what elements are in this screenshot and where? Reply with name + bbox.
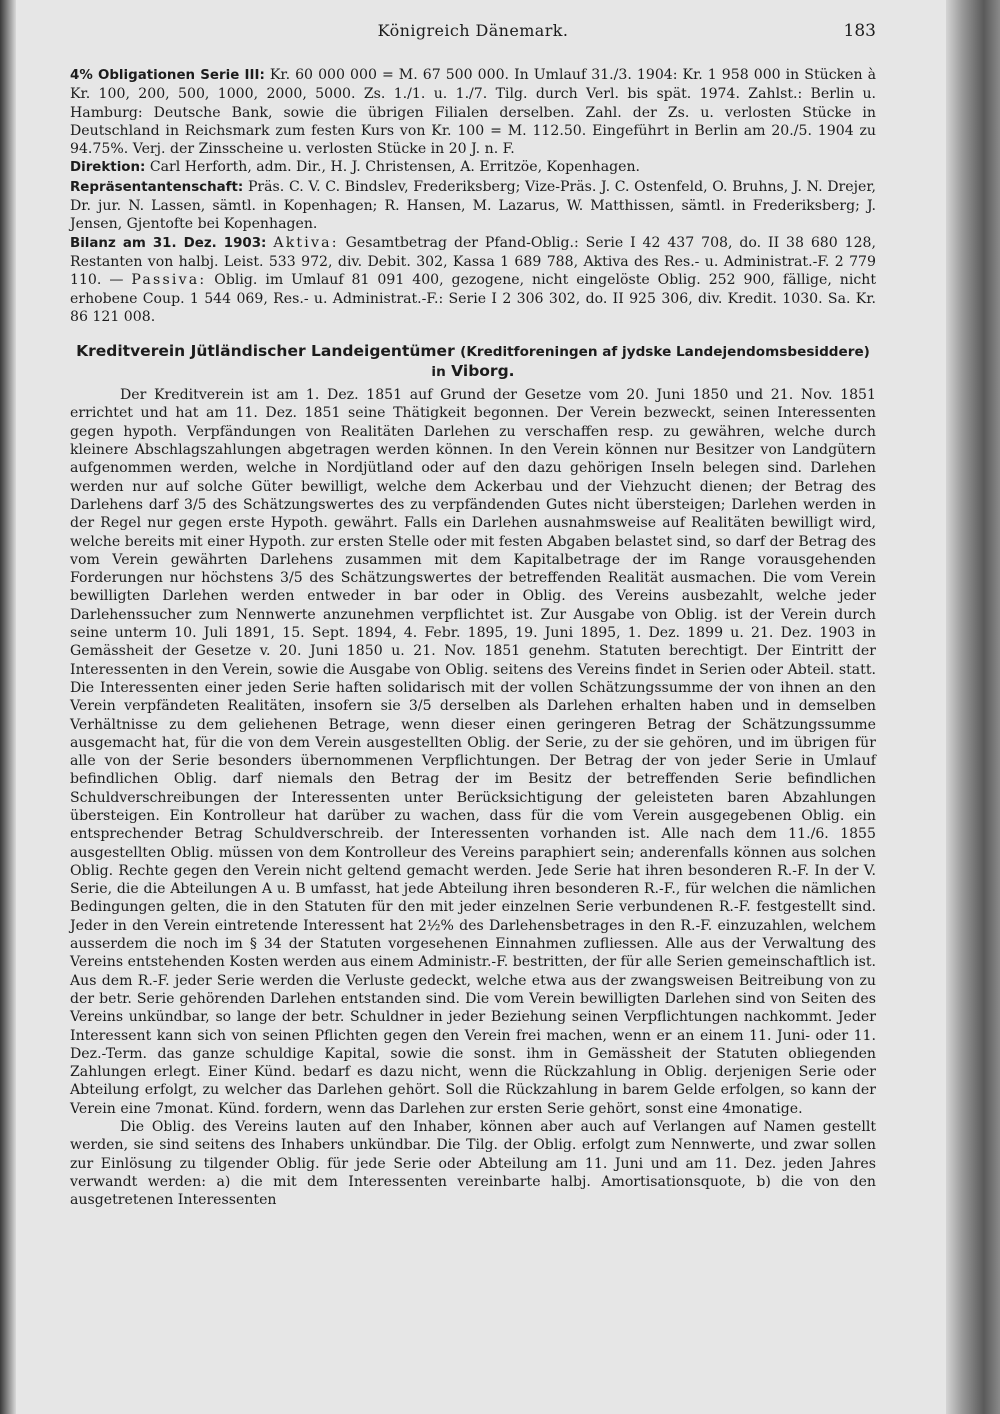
passiva-label: Passiva: bbox=[131, 272, 207, 289]
bilanz-paragraph bbox=[70, 234, 876, 326]
section-title-main: Kreditverein Jütländischer Landeigentümer bbox=[76, 342, 455, 361]
page-header-title: Königreich Dänemark. bbox=[377, 21, 569, 40]
repraesentanten-text: Präs. C. V. C. Bindslev, Frederiksberg; Vize-Präs. J. C. Ostenfeld, O. Bruhns, J. N. Drejer, Dr. jur. N. Lassen, sämtl. in Kopenhagen; R. Hansen, M. Lazarus, W. Matthissen, sämtl. in Frederiksberg; J. Jensen, Gjentofte bei Kopenhagen. bbox=[70, 178, 876, 233]
section-body-paragraph-2: Die Oblig. des Vereins lauten auf den Inhaber, können aber auch auf Verlangen auf Namen gestellt werden, sie sind seitens des Inhabers unkündbar. Die Tilg. der Oblig. erfolgt zum Nennwerte, und zwar sollen zur Einlösung zu tilgender Oblig. für jede Serie oder Abteilung am 11. Juni und am 11. Dez. jeden Jahres verwandt werden: a) die mit dem Interessenten vereinbarte halbj. Amortisationsquote, b) die von den ausgetretenen Interessenten bbox=[70, 1119, 876, 1209]
repraesentanten-lead: Repräsentantenschaft: bbox=[70, 179, 244, 195]
repraesentanten-paragraph bbox=[70, 178, 876, 234]
direktion-paragraph bbox=[70, 158, 876, 177]
section-title-paren: (Kreditforeningen af jydske Landejendomsbesiddere) in bbox=[431, 344, 870, 381]
page-number: 183 bbox=[843, 21, 876, 41]
scan-right-edge bbox=[946, 0, 1000, 1414]
document-page bbox=[70, 22, 876, 1210]
aktiva-label: Aktiva: bbox=[273, 234, 339, 251]
direktion-text: Carl Herforth, adm. Dir., H. J. Christensen, A. Erritzöe, Kopenhagen. bbox=[149, 159, 641, 176]
direktion-lead: Direktion: bbox=[70, 160, 146, 176]
obligationen-lead: 4% Obligationen Serie III: bbox=[70, 68, 265, 83]
bilanz-lead: Bilanz am 31. Dez. 1903: bbox=[70, 235, 267, 251]
scan-left-edge bbox=[0, 0, 16, 1414]
section-title-city: Viborg. bbox=[451, 362, 515, 381]
passiva-text: Oblig. im Umlauf 81 091 400, gezogene, nicht eingelöste Oblig. 252 900, fällige, nicht erhobene Coup. 1 544 069, Res.- u. Administrat.-F.: Serie I 2 306 302, do. II 925 306, div. Kredit. 1030. Sa. Kr. 86 121 008. bbox=[70, 272, 876, 325]
aktiva-text: Gesamtbetrag der Pfand-Oblig.: Serie I 42 437 708, do. II 38 680 128, Restanten von halbj. Leist. 533 972, div. Debit. 302, Kassa 1 689 788, Aktiva des Res.- u. Administrat.-F. 2 779 110. — bbox=[70, 234, 876, 289]
section-title bbox=[70, 342, 876, 382]
section-body-paragraph-1: Der Kreditverein ist am 1. Dez. 1851 auf Grund der Gesetze vom 20. Juni 1850 und 21. Nov. 1851 errichtet und hat am 11. Dez. 1851 seine Thätigkeit begonnen. Der Verein bezweckt, seinen Interessenten gegen hypoth. Verpfändungen von Realitäten Darlehen zu verschaffen resp. zu gewähren, welche durch kleinere Abschlagszahlungen abgetragen werden können. In den Verein können nur Besitzer von Landgütern aufgenommen werden, welche in Nordjütland oder auf den dazu gehörigen Inseln belegen sind. Darlehen werden nur auf solche Güter bewilligt, welche dem Ackerbau und der Viehzucht dienen; der Betrag des Darlehens darf 3/5 des Schätzungswertes des zu verpfändenden Gutes nicht übersteigen; Darlehen werden in der Regel nur gegen erste Hypoth. gewährt. Falls ein Darlehen ausnahmsweise auf Realitäten bewilligt wird, welche bereits mit einer Hypoth. zur ersten Stelle oder mit festen Abgaben belastet sind, so darf der Betrag des vom Verein gewährten Darlehens zusammen mit dem Kapitalbetrage der im Range vorausgehenden Forderungen nur höchstens 3/5 des Schätzungswertes der betreffenden Realität ausmachen. Die vom Verein bewilligten Darlehen werden entweder in bar oder in Oblig. des Vereins ausbezahlt, welche jeder Darlehenssucher zum Nennwerte anzunehmen verpflichtet ist. Zur Ausgabe von Oblig. ist der Verein durch seine unterm 10. Juli 1891, 15. Sept. 1894, 4. Febr. 1895, 19. Juni 1895, 1. Dez. 1899 u. 21. Dez. 1903 in Gemässheit der Gesetze v. 20. Juni 1850 u. 21. Nov. 1851 genehm. Statuten berechtigt. Der Eintritt der Interessenten in den Verein, sowie die Ausgabe von Oblig. seitens des Vereins findet in Serien oder Abteil. statt. Die Interessenten einer jeden Serie haften solidarisch mit der vollen Schätzungssumme der von ihnen an den Verein verpfändeten Realitäten, insofern sie 3/5 derselben als Darlehen erhalten haben und in demselben Verhältnisse zu dem geliehenen Betrage, wenn dieser einen geringeren Betrag der Schätzungssumme ausgemacht hat, für die von dem Verein ausgestellten Oblig. der Serie, zu der sie gehören, und im übrigen für alle von der Serie besonders übernommenen Verpflichtungen. Der Betrag der von jeder Serie in Umlauf befindlichen Oblig. darf niemals den Betrag der im Besitz der betreffenden Serie befindlichen Schuldverschreibungen der Interessenten unter Berücksichtigung der geleisteten baren Abzahlungen übersteigen. Ein Kontrolleur hat darüber zu wachen, dass für die vom Verein ausgegebenen Oblig. ein entsprechender Betrag Schuldverschreib. der Interessenten vorhanden ist. Alle nach dem 11./6. 1855 ausgestellten Oblig. müssen von dem Kontrolleur des Vereins paraphiert sein; anderenfalls können aus solchen Oblig. Rechte gegen den Verein nicht geltend gemacht werden. Jede Serie hat ihren besonderen R.-F. In der V. Serie, die die Abteilungen A u. B umfasst, hat jede Abteilung ihren besonderen R.-F., für welchen die nämlichen Bedingungen gelten, die in den Statuten für den mit jeder einzelnen Serie verbundenen R.-F. festgestellt sind. Jeder in den Verein eintretende Interessent hat 2½% des Darlehensbetrages in den R.-F. einzuzahlen, welchem ausserdem die noch im § 34 der Statuten vorgesehenen Einnahmen zufliessen. Alle aus der Verwaltung des Vereins entstehenden Kosten werden aus einem Administr.-F. bestritten, der für alle Serien gemeinschaftlich ist. Aus dem R.-F. jeder Serie werden die Verluste gedeckt, welche etwa aus der zwangsweisen Beitreibung von zu der betr. Serie gehörenden Darlehen entstanden sind. Die vom Verein bewilligten Darlehen sind von Seiten des Vereins unkündbar, so lange der betr. Schuldner in jeder Beziehung seinen Verpflichtungen nachkommt. Jeder Interessent kann sich von seinen Pflichten gegen den Verein frei machen, wenn er an einem 11. Juni- oder 11. Dez.-Term. das ganze schuldige Kapital, sowie die sonst. ihm in Gemässheit der Statuten obliegenden Zahlungen erlegt. Einer Künd. bedarf es dazu nicht, wenn die Rückzahlung in Oblig. derjenigen Serie oder Abteilung erfolgt, zu welcher das Darlehen gehört. Soll die Rückzahlung in barem Gelde erfolgen, so kann der Verein eine 7monat. Künd. fordern, wenn das Darlehen zur ersten Serie gehört, sonst eine 4monatige. bbox=[70, 387, 876, 1117]
obligationen-text: Kr. 60 000 000 = M. 67 500 000. In Umlauf 31./3. 1904: Kr. 1 958 000 in Stücken à Kr. 100, 200, 500, 1000, 2000, 5000. Zs. 1./1. u. 1./7. Tilg. durch Verl. bis spät. 1974. Zahlst.: Berlin u. Hamburg: Deutsche Bank, sowie die übrigen Filialen derselben. Zahl. der Zs. u. verlosten Stücke in Deutschland in Reichsmark zum festen Kurs von Kr. 100 = M. 112.50. Eingeführt in Berlin am 20./5. 1904 zu 94.75%. Verj. der Zinsscheine u. verlosten Stücke in 20 J. n. F. bbox=[70, 67, 876, 158]
obligationen-paragraph bbox=[70, 66, 876, 158]
running-head bbox=[70, 22, 876, 48]
